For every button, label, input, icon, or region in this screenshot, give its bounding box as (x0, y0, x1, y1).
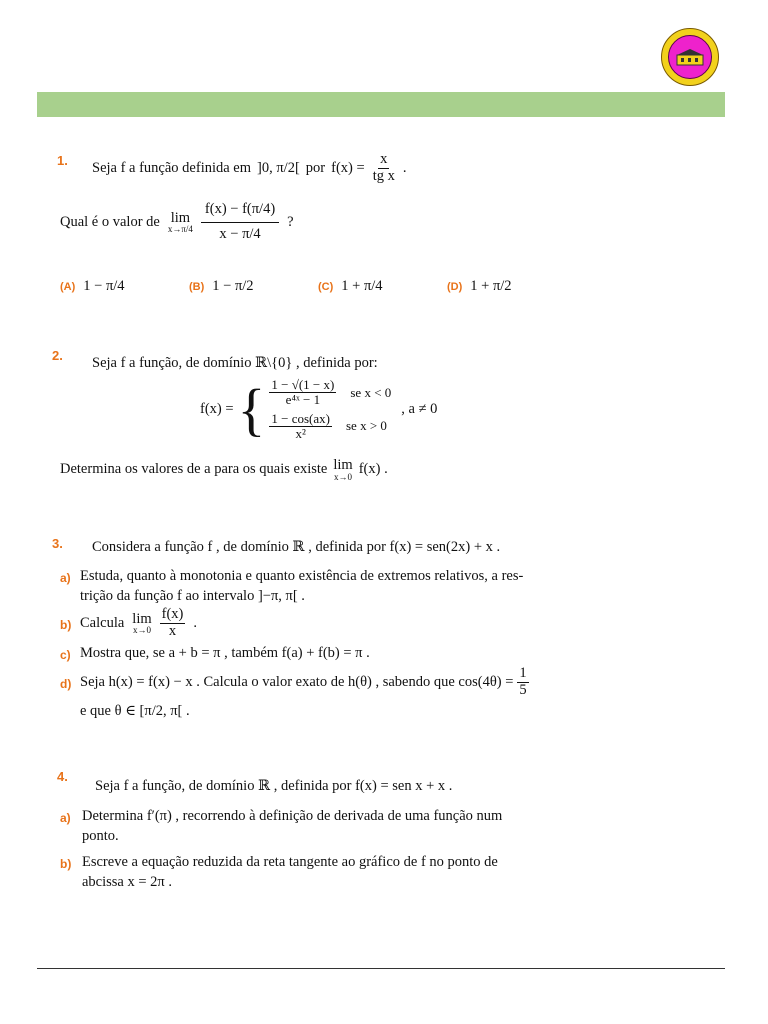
footer-divider (37, 968, 725, 969)
building-icon (675, 47, 705, 67)
option-a[interactable]: (A) 1 − π/4 (60, 278, 125, 294)
q4-item-b-label: b) (60, 857, 72, 871)
q3-item-b-label: b) (60, 618, 72, 632)
piecewise-case-1: $\frac{1 - √(1 - x)}{\text{e⁴ˣ − 1}}$ se x < 0 (271, 377, 392, 408)
q4-item-a-label: a) (60, 811, 71, 825)
q3-item-a-label: a) (60, 571, 71, 585)
q3-item-d-line1: Seja h(x) = f(x) − x . Calcula o valor exato de h(θ) , sabendo que cos(4θ) = $\frac{1}{5}$ (80, 665, 527, 698)
left-brace: { (237, 376, 266, 442)
q3-item-b: Calcula lim x→0 $\frac{f(x)}{x}$ . (80, 606, 198, 639)
question-4-number: 4. (57, 769, 68, 784)
question-4-intro: Seja f a função, de domínio ℝ , definida por f(x) = sen x + x . (95, 778, 453, 794)
q1-limit-fraction: $\frac{f(x) - f(\pi/4)}{x - \pi/4}$ (201, 198, 279, 247)
question-1-options (60, 278, 560, 304)
option-b[interactable]: (B) 1 − π/2 (189, 278, 254, 294)
q1-interval: ]0, π/2[ (257, 159, 300, 176)
q3-item-d-line2: e que θ ∈ [π/2, π[ . (80, 703, 190, 719)
q1-por: por (305, 159, 326, 176)
q3-item-c-line1: Mostra que, se a + b = π , também f(a) + f(b) = π . (80, 645, 370, 661)
question-2-piecewise: f(x) = { $\frac{1 - √(1 - x)}{\text{e⁴ˣ − 1}}$ se x < 0 $\frac{1 - \cos(ax)}{\text{x²}}$ se x > 0 , a ≠ 0 (200, 376, 438, 442)
q1-function-fraction: $\frac{x}{\text{tg x}}$ (372, 151, 395, 184)
q1-intro: Seja f a função definida em (92, 159, 252, 176)
question-1-ask: Qual é o valor de lim x→π/4 $\frac{f(x) - f(\pi/4)}{x - \pi/4}$ ? (60, 198, 294, 247)
question-1-number: 1. (57, 153, 68, 168)
school-logo (661, 28, 719, 86)
question-3-number: 3. (52, 536, 63, 551)
q3-item-a-line1: Estuda, quanto à monotonia e quanto existência de extremos relativos, a res- (80, 568, 524, 584)
question-2-question: Determina os valores de a para os quais existe lim x→0 f(x) . (60, 457, 388, 482)
option-c[interactable]: (C) 1 + π/4 (318, 278, 383, 294)
option-d[interactable]: (D) 1 + π/2 (447, 278, 512, 294)
piecewise-case-2: $\frac{1 - \cos(ax)}{\text{x²}}$ se x > 0 (271, 410, 387, 441)
q4-item-a-line1: Determina f′(π) , recorrendo à definição de derivada de uma função num (82, 808, 503, 824)
question-3-intro: Considera a função f , de domínio ℝ , definida por f(x) = sen(2x) + x . (92, 539, 501, 555)
question-1-statement: Seja f a função definida em ]0, π/2[ por f(x) = $\frac{x}{\text{tg x}}$ . (92, 151, 407, 184)
question-2-intro: Seja f a função, de domínio ℝ\{0} , definida por: (92, 355, 378, 371)
logo-emblem (668, 35, 712, 79)
q3-item-a-line2: trição da função f ao intervalo ]−π, π[ . (80, 588, 305, 604)
q1-fx: f(x) = (331, 159, 365, 176)
q3-item-c-label: c) (60, 648, 71, 662)
question-2-number: 2. (52, 348, 63, 363)
q4-item-b-line1: Escreve a equação reduzida da reta tangente ao gráfico de f no ponto de (82, 854, 498, 870)
q4-item-a-line2: ponto. (82, 828, 119, 844)
header-bar (37, 92, 725, 117)
q4-item-b-line2: abcissa x = 2π . (82, 874, 172, 890)
q3-item-d-label: d) (60, 677, 72, 691)
q1-limit: lim x→π/4 (167, 209, 193, 235)
